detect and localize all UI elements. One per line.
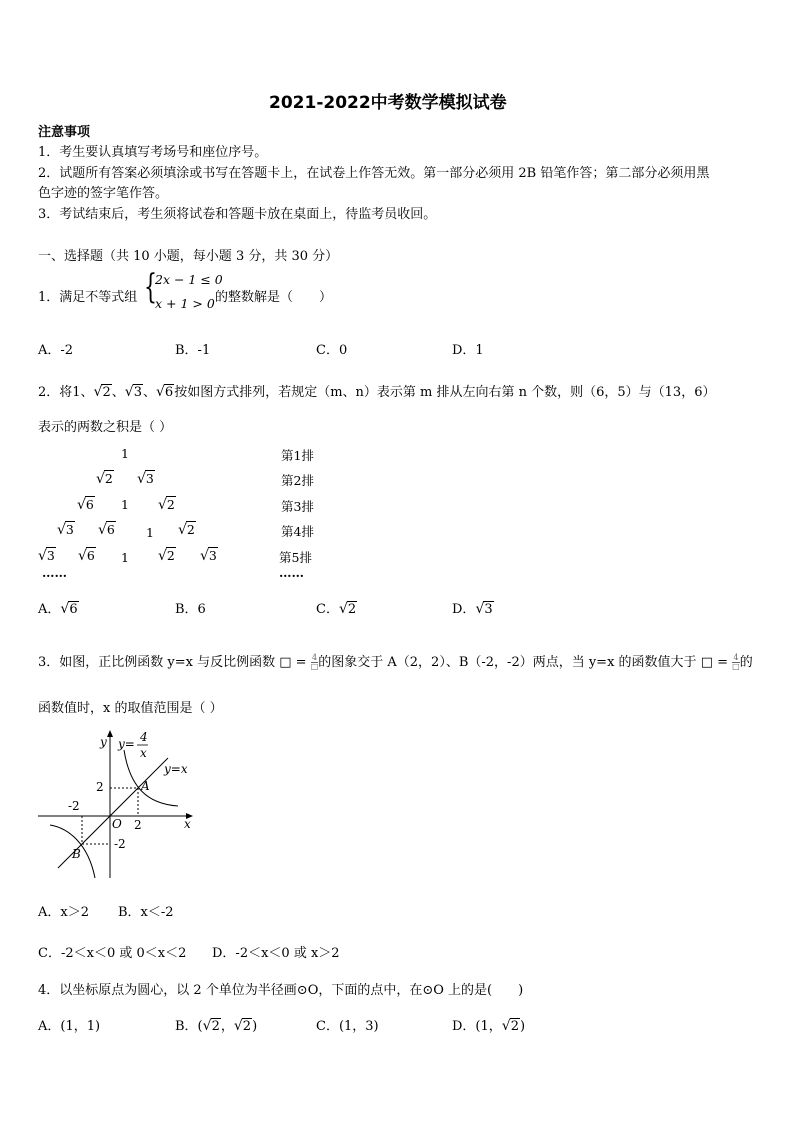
section-heading: 一、选择题（共 10 小题，每小题 3 分，共 30 分） [38,249,339,264]
q3-stem-part2: 的图象交于 A（2，2）、B（-2，-2）两点，当 y=x 的函数值大于 [318,655,697,670]
notice-item-1: 1．考生要认真填写考场号和座位序号。 [38,145,268,160]
q2-sqrt2: √2 [93,384,111,400]
tri-r4-3: 1 [146,525,154,540]
q2-stem-part2: 按如图方式排列，若规定（m、n）表示第 m 排从左向右第 n 个数，则（6，5）与（13，6） [174,385,716,400]
q1-ineq-2: x + 1 > 0 [155,296,215,311]
notice-item-2-cont: 色字迹的签字笔作答。 [38,186,169,201]
q3-stem-line2: 函数值时，x 的取值范围是（ ） [38,701,223,716]
q2-sep1: 、 [111,385,125,400]
row-label-4: 第4排 [281,524,314,539]
q2-option-c[interactable]: C．√2 [316,601,357,617]
tri-dots: …… [42,565,67,580]
q2-option-b[interactable]: B．6 [175,602,206,617]
tri-r3-3: √2 [158,497,175,513]
q3-stem [38,651,753,671]
q2-option-d[interactable]: D．√3 [452,601,493,617]
q3-stem-part3: 的 [739,655,753,670]
tri-r4-1: √3 [57,522,74,538]
q2-sep2: 、 [142,385,156,400]
notice-item-3: 3．考试结束后，考生须将试卷和答题卡放在桌面上，待监考员收回。 [38,207,437,222]
q3-option-d[interactable]: D．-2＜x＜0 或 x＞2 [212,946,340,961]
q2-option-a[interactable]: A．√6 [38,601,78,617]
q4-option-a[interactable]: A．(1，1) [38,1019,101,1034]
label-hyperbola-y: y= [118,737,135,751]
row-label-2: 第2排 [281,473,314,488]
q2-sqrt6: √6 [155,384,174,400]
tick-x-minus-2: -2 [68,799,80,813]
q4-stem: 4．以坐标原点为圆心，以 2 个单位为半径画⊙O，下面的点中，在⊙O 上的是( ) [38,983,524,998]
notice-item-2: 2．试题所有答案必须填涂或书写在答题卡上，在试卷上作答无效。第一部分必须用 2B 铅笔作答；第二部分必须用黑 [38,166,710,181]
label-x: x [184,817,191,831]
row-label-1: 第1排 [281,448,314,463]
tri-r3-1: √6 [77,497,94,513]
q3-garbled-symbol-2: □ = [700,655,728,670]
tri-r4-2: √6 [98,522,115,538]
q1-option-c[interactable]: C．0 [316,343,348,358]
q1-prefix: 1．满足不等式组 [38,290,138,305]
label-point-b: B [72,847,81,861]
q3-option-c[interactable]: C．-2＜x＜0 或 0＜x＜2 [38,946,187,961]
tri-r5-4: √2 [158,548,175,564]
q4-option-b[interactable]: B．(√2，√2) [175,1018,258,1034]
q3-graph [38,728,198,883]
tick-y-minus-2: -2 [114,837,126,851]
tri-r1-1: 1 [121,446,129,461]
notice-heading: 注意事项 [38,125,91,140]
q2-sqrt3: √3 [124,384,142,400]
row-label-5: 第5排 [279,550,312,565]
tick-y-2: 2 [96,780,104,794]
label-line: y=x [164,762,188,776]
q2-stem-line2: 表示的两数之积是（ ） [38,420,173,435]
q2-stem [38,381,715,400]
tri-r2-1: √2 [96,471,113,487]
tri-r5-3: 1 [121,550,129,565]
tri-r2-2: √3 [137,471,154,487]
page-title: 2021-2022中考数学模拟试卷 [269,93,507,113]
q4-option-d[interactable]: D．(1，√2) [452,1018,526,1034]
q1-suffix: 的整数解是（ ） [215,290,333,305]
label-point-a: A [141,779,150,793]
label-origin: O [112,817,122,831]
label-hyperbola-den: x [140,746,147,760]
q1-ineq-1: 2x − 1 ≤ 0 [155,272,223,287]
q3-option-b[interactable]: B．x＜-2 [118,905,174,920]
q3-option-a[interactable]: A．x＞2 [38,905,89,920]
label-y: y [100,735,107,749]
row-label-3: 第3排 [281,499,314,514]
q1-option-a[interactable]: A．-2 [38,343,74,358]
tri-r5-2: √6 [78,548,95,564]
y-arrow [107,730,113,737]
q3-stem-part1: 3．如图，正比例函数 y=x 与反比例函数 [38,655,276,670]
row-label-dots: …… [279,565,304,580]
q4-option-c[interactable]: C．(1，3) [316,1019,379,1034]
q1-option-d[interactable]: D．1 [452,343,484,358]
q3-frac-2: $\frac{4}{□}$ [732,653,740,671]
tri-r3-2: 1 [121,497,129,512]
tri-r5-5: √3 [200,548,217,564]
label-hyperbola-num: 4 [140,730,148,744]
tri-r4-4: √2 [178,522,195,538]
tri-r5-1: √3 [38,548,55,564]
tick-x-2: 2 [134,818,142,832]
q3-garbled-symbol-1: □ = [279,655,307,670]
q2-stem-part1: 2．将1、 [38,385,94,400]
q3-frac-1: $\frac{4}{□}$ [310,653,319,671]
q1-brace: { [144,267,157,307]
hyperbola-branch-1 [124,750,178,806]
q1-option-b[interactable]: B．-1 [175,343,211,358]
